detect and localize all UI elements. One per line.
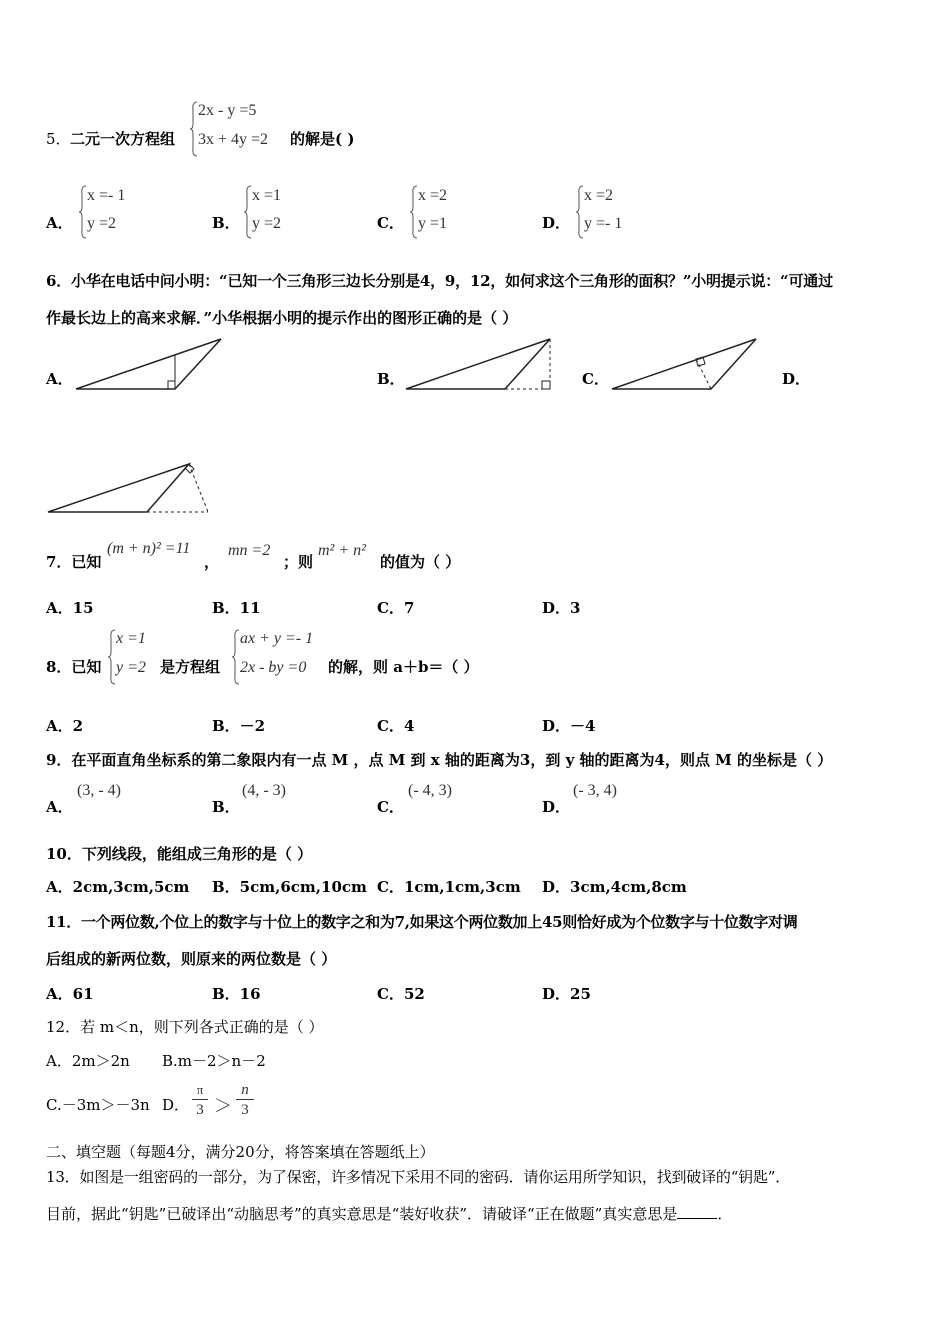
q9-text: 9．在平面直角坐标系的第二象限内有一点 M ，点 M 到 x 轴的距离为3，到 y 轴的距离为4，则点 M 的坐标是（ ） [46,751,833,769]
q5-option-b-line1: x =1 [252,187,282,204]
q9-option-a-value[interactable]: (3, - 4) [77,782,121,799]
q5-option-a-label[interactable]: A． [46,214,73,232]
q7-expr3: m² + n² [318,542,366,559]
q6-option-d-label[interactable]: D． [782,370,811,388]
q8-option-b[interactable]: B．－2 [212,717,266,735]
brace-icon [410,184,418,240]
q9-option-a-label[interactable]: A． [46,798,73,816]
q7-sep1: ， [204,553,220,571]
q7-option-c[interactable]: C．7 [377,599,415,617]
q11-line1: 11．一个两位数,个位上的数字与十位上的数字之和为7,如果这个两位数加上45则恰好成为个位数字与十位数字对调 [46,913,798,931]
q12-frac-left-den: 3 [196,1102,204,1118]
q5-tail: 的解是( ) [290,130,355,148]
q7-sep2: ；则 [283,553,314,571]
brace-icon [244,184,252,240]
q8-solution [108,628,168,686]
q5-option-a-line2: y =2 [87,215,117,232]
q7-expr1: (m + n)² =11 [107,540,191,557]
q8-s2: y =2 [116,659,146,676]
q12-option-c[interactable]: C.－3m＞－3n [46,1096,150,1114]
q8-e2: 2x - by =0 [240,659,307,676]
q8-system [232,628,332,686]
q7-tail: 的值为（ ） [380,553,461,571]
q5-option-d-line2: y =- 1 [584,215,623,232]
brace-icon [108,628,116,686]
q5-option-c[interactable] [410,184,500,240]
q5-number: 5． [46,130,71,148]
q12-option-a[interactable]: A．2m＞2n [46,1052,130,1070]
q9-option-b-label[interactable]: B． [212,798,240,816]
q9-option-c-label[interactable]: C． [377,798,404,816]
q10-option-d[interactable]: D．3cm,4cm,8cm [542,878,687,896]
q5-eq2: 3x + 4y =2 [198,131,269,148]
brace-icon [576,184,584,240]
q13-line1: 13．如图是一组密码的一部分，为了保密，许多情况下采用不同的密码．请你运用所学知识，找到破译的“钥匙”． [46,1168,791,1186]
q13-line2-end: ． [717,1205,733,1223]
q12-gt: ＞ [214,1096,232,1116]
q5-option-a-line1: x =- 1 [87,187,126,204]
q8-mid: 是方程组 [160,658,221,676]
q8-number: 8．已知 [46,658,102,676]
q5-option-d-label[interactable]: D． [542,214,571,232]
q8-tail: 的解，则 a＋b＝（ ） [328,658,479,676]
q6-option-b-label[interactable]: B． [377,370,405,388]
q5-option-c-label[interactable]: C． [377,214,404,232]
q13-line2 [46,1203,732,1224]
q10-option-a[interactable]: A．2cm,3cm,5cm [46,878,190,896]
q6-option-c-label[interactable]: C． [582,370,609,388]
q11-option-c[interactable]: C．52 [377,985,425,1003]
q7-option-b[interactable]: B．11 [212,599,261,617]
q11-option-a[interactable]: A．61 [46,985,94,1003]
q6-figure-c[interactable] [610,337,760,392]
q8-option-a[interactable]: A．2 [46,717,84,735]
q5-system [190,100,300,158]
q5-option-a[interactable] [79,184,169,240]
q5-option-d-line1: x =2 [584,187,614,204]
q12-frac-right-den: 3 [241,1102,249,1118]
q5-stem: 二元一次方程组 [70,130,176,148]
q11-option-d[interactable]: D．25 [542,985,591,1003]
q5-option-b-line2: y =2 [252,215,282,232]
q13-line2-text: 目前，据此“钥匙”已破译出“动脑思考”的真实意思是“装好收获”．请破译“正在做题”真实意思是 [46,1205,678,1223]
q6-figure-a[interactable] [74,337,224,392]
q7-option-d[interactable]: D．3 [542,599,581,617]
q12-frac-left-num: π [196,1082,204,1097]
q10-option-c[interactable]: C．1cm,1cm,3cm [377,878,521,896]
brace-icon [190,100,198,158]
q6-option-a-label[interactable]: A． [46,370,73,388]
q12-option-d-label[interactable]: D． [162,1096,190,1114]
q5-option-c-line1: x =2 [418,187,448,204]
q7-expr2: mn =2 [228,542,271,559]
q8-option-d[interactable]: D．－4 [542,717,596,735]
q12-frac-right-num: n [241,1082,249,1098]
q12-option-b[interactable]: B.m－2＞n－2 [162,1052,266,1070]
q8-e1: ax + y =- 1 [240,630,314,647]
q6-figure-b[interactable] [404,337,554,392]
q13-answer-blank[interactable] [677,1204,717,1219]
q6-line1: 6．小华在电话中问小明：“已知一个三角形三边长分别是4，9，12，如何求这个三角形的面积？”小明提示说：“可通过 [46,272,833,290]
q12-fraction-left [192,1083,208,1118]
q8-option-c[interactable]: C．4 [377,717,415,735]
brace-icon [232,628,240,686]
q11-line2: 后组成的新两位数，则原来的两位数是（ ） [46,950,337,968]
q5-option-b-label[interactable]: B． [212,214,240,232]
q12-stem: 12．若 m＜n，则下列各式正确的是（ ） [46,1018,324,1036]
brace-icon [79,184,87,240]
q9-option-d-label[interactable]: D． [542,798,571,816]
q9-option-b-value[interactable]: (4, - 3) [242,782,286,799]
q5-option-b[interactable] [244,184,334,240]
q9-option-d-value[interactable]: (- 3, 4) [573,782,617,799]
q7-number: 7．已知 [46,553,102,571]
q9-option-c-value[interactable]: (- 4, 3) [408,782,452,799]
q12-fraction-right [236,1083,254,1118]
q6-line2: 作最长边上的高来求解．”小华根据小明的提示作出的图形正确的是（ ） [46,309,518,327]
section-heading: 二、填空题（每题4分，满分20分，将答案填在答题纸上） [46,1143,435,1161]
q5-option-d[interactable] [576,184,666,240]
q5-option-c-line2: y =1 [418,215,448,232]
q8-s1: x =1 [116,630,146,647]
q7-option-a[interactable]: A．15 [46,599,94,617]
q5-eq1: 2x - y =5 [198,102,257,119]
q6-figure-d[interactable] [46,460,211,516]
q10-option-b[interactable]: B．5cm,6cm,10cm [212,878,367,896]
q10-text: 10．下列线段，能组成三角形的是（ ） [46,845,313,863]
q11-option-b[interactable]: B．16 [212,985,261,1003]
